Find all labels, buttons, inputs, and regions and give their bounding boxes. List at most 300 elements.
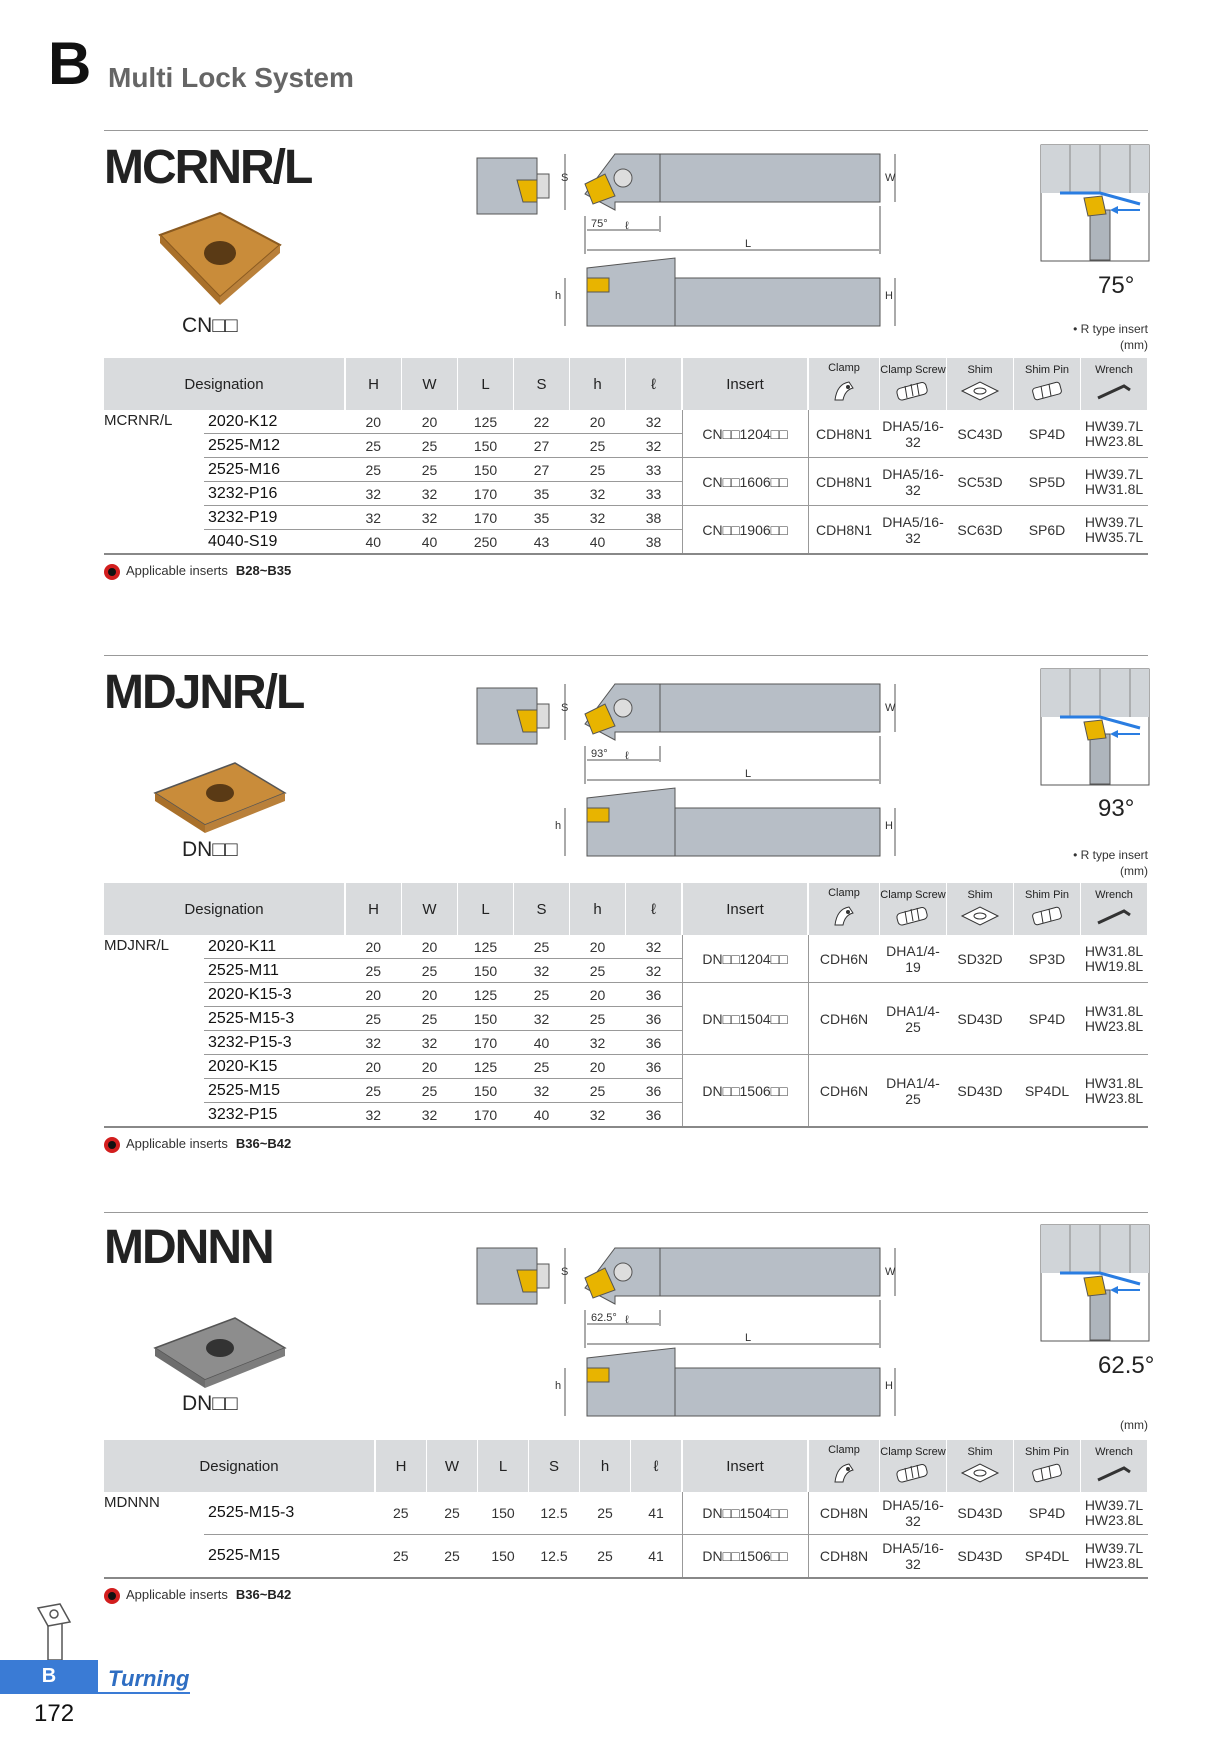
- specification-table: [104, 358, 1148, 555]
- approach-angle: 93°: [1098, 795, 1135, 822]
- part-header-label: Shim Pin: [1024, 889, 1070, 901]
- cutting-angle-label: 75°: [591, 218, 608, 230]
- applicable-inserts[interactable]: [104, 563, 291, 580]
- part-header-label: Shim: [967, 364, 993, 376]
- insert-code: CN□□1204□□: [682, 410, 808, 458]
- dimension-header: L: [458, 358, 514, 410]
- dimension-header: h: [580, 1440, 631, 1492]
- r-type-note: • R type insert: [1073, 848, 1148, 862]
- dim-H-label: H: [885, 290, 893, 302]
- dim-L-label: L: [745, 768, 752, 780]
- dimension-header: ℓ: [626, 883, 683, 935]
- machining-direction-icon: [1040, 1224, 1150, 1347]
- shim-pin-code: SP5D: [1014, 458, 1081, 506]
- insert-shape-code: CN□□: [182, 314, 238, 337]
- dimension-value: 25: [345, 1079, 402, 1103]
- shim-pin-icon: [1014, 905, 1080, 931]
- holder-dimension-drawing: [475, 680, 935, 885]
- clamp-code: CDH6N: [808, 1055, 880, 1128]
- dimension-value: 36: [626, 1103, 683, 1128]
- dimension-value: 32: [514, 1079, 570, 1103]
- dimension-value: 40: [402, 530, 458, 555]
- dimension-header: H: [345, 883, 402, 935]
- shim-pin-code: SP6D: [1014, 506, 1081, 555]
- dimension-value: 150: [478, 1492, 529, 1535]
- dimension-value: 25: [570, 458, 626, 482]
- designation-header: Designation: [104, 358, 345, 410]
- clamp-code: CDH6N: [808, 935, 880, 983]
- header-divider: [104, 130, 1148, 131]
- insert-code: CN□□1606□□: [682, 458, 808, 506]
- dimension-value: 20: [402, 410, 458, 434]
- dimension-value: 27: [514, 458, 570, 482]
- dimension-value: 20: [345, 983, 402, 1007]
- dimension-value: 32: [345, 482, 402, 506]
- shim-code: SD43D: [947, 983, 1014, 1055]
- dimension-value: 32: [570, 1103, 626, 1128]
- page-number: 172: [34, 1700, 75, 1727]
- dimension-value: 25: [345, 458, 402, 482]
- dim-S-label: S: [561, 172, 569, 184]
- wrench-codes: [1081, 410, 1148, 458]
- dimension-value: 25: [427, 1535, 478, 1579]
- wrench-code: HW39.7L: [1084, 417, 1144, 434]
- dimension-value: 32: [402, 506, 458, 530]
- dim-W-label: W: [885, 1266, 896, 1278]
- dimension-value: 150: [458, 1079, 514, 1103]
- insert-header: Insert: [682, 883, 808, 935]
- shim-pin-code: SP4D: [1014, 983, 1081, 1055]
- insert-photo: [150, 205, 290, 310]
- dimension-value: 250: [458, 530, 514, 555]
- approach-angle: 62.5°: [1098, 1352, 1155, 1379]
- part-header: [1014, 358, 1081, 410]
- part-header: [1081, 883, 1148, 935]
- shim-pin-code: SP4D: [1014, 1492, 1081, 1535]
- part-header: [947, 1440, 1014, 1492]
- turning-tool-icon: [30, 1600, 80, 1665]
- dimension-value: 38: [626, 506, 683, 530]
- dimension-value: 25: [580, 1492, 631, 1535]
- wrench-code: HW39.7L: [1084, 1497, 1144, 1513]
- holder-dimension-drawing: [475, 150, 935, 355]
- applicable-inserts-label: Applicable inserts: [126, 1136, 228, 1151]
- dimension-header: L: [478, 1440, 529, 1492]
- applicable-inserts[interactable]: [104, 1136, 291, 1153]
- dimension-value: 25: [580, 1535, 631, 1579]
- wrench-codes: [1081, 1492, 1148, 1535]
- shim-icon: [947, 905, 1013, 931]
- dimension-value: 32: [626, 434, 683, 458]
- designation-header: Designation: [104, 883, 345, 935]
- shim-pin-code: SP4D: [1014, 410, 1081, 458]
- dim-S-label: S: [561, 702, 569, 714]
- part-header-label: Clamp: [828, 1444, 860, 1456]
- dimension-value: 25: [375, 1535, 427, 1579]
- dimension-value: 33: [626, 482, 683, 506]
- dimension-value: 150: [458, 434, 514, 458]
- part-header-label: Clamp: [828, 887, 860, 899]
- dimension-header: ℓ: [626, 358, 683, 410]
- table-header-row: [104, 883, 1148, 935]
- dimension-value: 150: [478, 1535, 529, 1579]
- dimension-value: 20: [402, 1055, 458, 1079]
- machining-direction-icon: [1040, 144, 1150, 267]
- insert-shape-code: DN□□: [182, 1392, 238, 1415]
- wrench-code: HW39.7L: [1084, 465, 1144, 482]
- holder-designation: 3232-P15: [204, 1103, 345, 1128]
- dimension-value: 170: [458, 1103, 514, 1128]
- dimension-value: 36: [626, 1055, 683, 1079]
- insert-code: DN□□1506□□: [682, 1535, 808, 1579]
- part-header-label: Clamp Screw: [880, 889, 946, 901]
- part-header: [1081, 358, 1148, 410]
- table-row: [104, 506, 1148, 530]
- clamp-screw-code: DHA5/16-32: [880, 458, 947, 506]
- dimension-value: 25: [402, 1007, 458, 1031]
- dimension-value: 36: [626, 1007, 683, 1031]
- part-header: [808, 358, 880, 410]
- dimension-value: 40: [514, 1103, 570, 1128]
- clamp-icon: [809, 903, 879, 933]
- wrench-code: HW23.8L: [1084, 1512, 1144, 1528]
- holder-designation: 2525-M15-3: [204, 1007, 345, 1031]
- arrow-link-icon: [104, 1588, 120, 1604]
- wrench-icon: [1081, 1462, 1147, 1488]
- part-header: [808, 883, 880, 935]
- dimension-value: 12.5: [529, 1492, 580, 1535]
- dimension-value: 36: [626, 983, 683, 1007]
- wrench-codes: [1081, 458, 1148, 506]
- dimension-value: 43: [514, 530, 570, 555]
- dimension-value: 20: [345, 935, 402, 959]
- part-header: [947, 358, 1014, 410]
- dimension-value: 20: [570, 983, 626, 1007]
- dim-h-label: h: [555, 1380, 562, 1392]
- dimension-value: 32: [345, 1103, 402, 1128]
- holder-designation: 4040-S19: [204, 530, 345, 555]
- clamp-screw-icon: [880, 1462, 946, 1488]
- part-header-label: Shim: [967, 889, 993, 901]
- part-header: [880, 1440, 947, 1492]
- applicable-inserts-pages: B36~B42: [235, 1136, 292, 1151]
- part-header-label: Shim Pin: [1024, 364, 1070, 376]
- dimension-value: 32: [345, 1031, 402, 1055]
- dimension-value: 38: [626, 530, 683, 555]
- dimension-header: ℓ: [631, 1440, 683, 1492]
- clamp-code: CDH8N: [808, 1535, 880, 1579]
- dimension-value: 25: [402, 1079, 458, 1103]
- part-header-label: Wrench: [1095, 364, 1133, 376]
- part-header: [1014, 883, 1081, 935]
- holder-designation: 2020-K15-3: [204, 983, 345, 1007]
- dimension-value: 25: [514, 1055, 570, 1079]
- dim-h-label: h: [555, 290, 562, 302]
- holder-designation: 2525-M11: [204, 959, 345, 983]
- dimension-value: 170: [458, 506, 514, 530]
- chapter-letter: B: [48, 30, 92, 97]
- shim-pin-icon: [1014, 1462, 1080, 1488]
- shim-code: SD43D: [947, 1535, 1014, 1579]
- section-title: MCRNR/L: [104, 141, 312, 194]
- wrench-codes: [1081, 1055, 1148, 1128]
- dimension-value: 25: [570, 1007, 626, 1031]
- table-row: [104, 1535, 1148, 1579]
- dimension-value: 25: [345, 434, 402, 458]
- wrench-code: HW19.8L: [1084, 957, 1144, 974]
- clamp-code: CDH8N1: [808, 506, 880, 555]
- dim-l-label: ℓ: [625, 220, 629, 232]
- table-header-row: [104, 358, 1148, 410]
- wrench-codes: [1081, 1535, 1148, 1579]
- shim-code: SD32D: [947, 935, 1014, 983]
- dimension-value: 20: [570, 1055, 626, 1079]
- table-row: [104, 983, 1148, 1007]
- dim-h-label: h: [555, 820, 562, 832]
- dimension-value: 32: [570, 1031, 626, 1055]
- shim-code: SD43D: [947, 1055, 1014, 1128]
- wrench-code: HW39.7L: [1084, 513, 1144, 530]
- dimension-value: 25: [514, 983, 570, 1007]
- shim-code: SC53D: [947, 458, 1014, 506]
- clamp-code: CDH6N: [808, 983, 880, 1055]
- dim-H-label: H: [885, 820, 893, 832]
- shim-pin-code: SP4DL: [1014, 1055, 1081, 1128]
- designation-header: Designation: [104, 1440, 375, 1492]
- insert-header: Insert: [682, 358, 808, 410]
- wrench-codes: [1081, 935, 1148, 983]
- applicable-inserts-pages: B28~B35: [235, 563, 292, 578]
- dimension-value: 32: [402, 482, 458, 506]
- dimension-value: 25: [570, 959, 626, 983]
- dim-W-label: W: [885, 172, 896, 184]
- dimension-header: H: [375, 1440, 427, 1492]
- part-header-label: Shim Pin: [1024, 1446, 1070, 1458]
- wrench-code: HW31.8L: [1084, 1002, 1144, 1019]
- dimension-header: S: [514, 358, 570, 410]
- arrow-link-icon: [104, 1137, 120, 1153]
- dimension-value: 36: [626, 1031, 683, 1055]
- clamp-screw-code: DHA1/4-25: [880, 1055, 947, 1128]
- insert-shape-code: DN□□: [182, 838, 238, 861]
- dimension-header: h: [570, 358, 626, 410]
- dimension-value: 20: [402, 983, 458, 1007]
- clamp-screw-code: DHA5/16-32: [880, 1535, 947, 1579]
- shim-pin-code: SP3D: [1014, 935, 1081, 983]
- part-header: [880, 358, 947, 410]
- arrow-link-icon: [104, 564, 120, 580]
- dimension-value: 35: [514, 482, 570, 506]
- wrench-codes: [1081, 506, 1148, 555]
- dimension-value: 125: [458, 410, 514, 434]
- insert-photo: [150, 755, 290, 850]
- holder-designation: 2525-M15-3: [204, 1492, 375, 1535]
- part-header-label: Clamp: [828, 362, 860, 374]
- dim-H-label: H: [885, 1380, 893, 1392]
- clamp-code: CDH8N1: [808, 410, 880, 458]
- dimension-value: 41: [631, 1492, 683, 1535]
- section-divider: [104, 1212, 1148, 1213]
- dimension-value: 150: [458, 959, 514, 983]
- dimension-value: 36: [626, 1079, 683, 1103]
- dimension-value: 25: [402, 434, 458, 458]
- dimension-value: 40: [345, 530, 402, 555]
- table-row: [104, 1492, 1148, 1535]
- dimension-value: 25: [345, 1007, 402, 1031]
- dimension-header: H: [345, 358, 402, 410]
- shim-icon: [947, 380, 1013, 406]
- dimension-value: 20: [345, 1055, 402, 1079]
- part-header-label: Wrench: [1095, 1446, 1133, 1458]
- dimension-value: 33: [626, 458, 683, 482]
- wrench-code: HW23.8L: [1084, 1555, 1144, 1571]
- holder-designation: 2525-M12: [204, 434, 345, 458]
- part-header: [1014, 1440, 1081, 1492]
- dimension-value: 22: [514, 410, 570, 434]
- shim-code: SD43D: [947, 1492, 1014, 1535]
- dimension-value: 25: [402, 959, 458, 983]
- wrench-code: HW35.7L: [1084, 528, 1144, 545]
- dimension-value: 32: [570, 506, 626, 530]
- insert-photo: [150, 1310, 290, 1405]
- holder-family: MCRNR/L: [104, 410, 204, 554]
- insert-code: DN□□1504□□: [682, 983, 808, 1055]
- dimension-value: 32: [626, 935, 683, 959]
- holder-designation: 2525-M15: [204, 1535, 375, 1579]
- insert-code: CN□□1906□□: [682, 506, 808, 555]
- dimension-value: 25: [375, 1492, 427, 1535]
- dimension-value: 150: [458, 1007, 514, 1031]
- holder-dimension-drawing: [475, 1240, 935, 1445]
- part-header: [1081, 1440, 1148, 1492]
- wrench-code: HW23.8L: [1084, 1089, 1144, 1106]
- footer-chapter-tab: B: [0, 1660, 98, 1692]
- holder-designation: 2020-K15: [204, 1055, 345, 1079]
- part-header-label: Clamp Screw: [880, 1446, 946, 1458]
- wrench-code: HW23.8L: [1084, 1017, 1144, 1034]
- holder-family: MDNNN: [104, 1492, 204, 1578]
- clamp-screw-icon: [880, 905, 946, 931]
- clamp-icon: [809, 378, 879, 408]
- part-header: [808, 1440, 880, 1492]
- dimension-header: S: [529, 1440, 580, 1492]
- clamp-icon: [809, 1460, 879, 1490]
- clamp-code: CDH8N: [808, 1492, 880, 1535]
- dimension-value: 35: [514, 506, 570, 530]
- dimension-value: 150: [458, 458, 514, 482]
- cutting-angle-label: 62.5°: [591, 1312, 617, 1324]
- applicable-inserts-label: Applicable inserts: [126, 1587, 228, 1602]
- unit-note: (mm): [1120, 1418, 1148, 1432]
- insert-code: DN□□1204□□: [682, 935, 808, 983]
- dimension-value: 32: [626, 959, 683, 983]
- dimension-value: 125: [458, 1055, 514, 1079]
- dimension-header: L: [458, 883, 514, 935]
- section-divider: [104, 655, 1148, 656]
- r-type-note: • R type insert: [1073, 322, 1148, 336]
- clamp-screw-code: DHA1/4-19: [880, 935, 947, 983]
- clamp-screw-code: DHA1/4-25: [880, 983, 947, 1055]
- dimension-value: 20: [570, 935, 626, 959]
- wrench-code: HW23.8L: [1084, 432, 1144, 449]
- insert-code: DN□□1504□□: [682, 1492, 808, 1535]
- clamp-screw-icon: [880, 380, 946, 406]
- dimension-header: W: [402, 358, 458, 410]
- clamp-screw-code: DHA5/16-32: [880, 506, 947, 555]
- part-header: [947, 883, 1014, 935]
- insert-code: DN□□1506□□: [682, 1055, 808, 1128]
- dimension-value: 20: [402, 935, 458, 959]
- dimension-value: 25: [514, 935, 570, 959]
- shim-icon: [947, 1462, 1013, 1488]
- dim-W-label: W: [885, 702, 896, 714]
- dim-l-label: ℓ: [625, 750, 629, 762]
- chapter-title: Multi Lock System: [108, 62, 354, 93]
- wrench-code: HW39.7L: [1084, 1540, 1144, 1556]
- table-row: [104, 458, 1148, 482]
- footer-bar: [0, 1692, 190, 1694]
- footer-section-name: Turning: [108, 1666, 190, 1691]
- dim-L-label: L: [745, 1332, 752, 1344]
- clamp-screw-code: DHA5/16-32: [880, 1492, 947, 1535]
- shim-code: SC43D: [947, 410, 1014, 458]
- shim-pin-icon: [1014, 380, 1080, 406]
- cutting-angle-label: 93°: [591, 748, 608, 760]
- dim-S-label: S: [561, 1266, 569, 1278]
- dimension-header: W: [427, 1440, 478, 1492]
- dimension-value: 170: [458, 1031, 514, 1055]
- wrench-codes: [1081, 983, 1148, 1055]
- dimension-value: 20: [345, 410, 402, 434]
- holder-family: MDJNR/L: [104, 935, 204, 1127]
- holder-designation: 3232-P19: [204, 506, 345, 530]
- section-title: MDNNN: [104, 1221, 273, 1274]
- machining-direction-icon: [1040, 668, 1150, 791]
- clamp-screw-code: DHA5/16-32: [880, 410, 947, 458]
- part-header-label: Shim: [967, 1446, 993, 1458]
- shim-pin-code: SP4DL: [1014, 1535, 1081, 1579]
- table-row: [104, 410, 1148, 434]
- specification-table: [104, 883, 1148, 1128]
- dimension-header: W: [402, 883, 458, 935]
- part-header-label: Wrench: [1095, 889, 1133, 901]
- dim-L-label: L: [745, 238, 752, 250]
- approach-angle: 75°: [1098, 272, 1135, 299]
- holder-designation: 2525-M16: [204, 458, 345, 482]
- dimension-value: 41: [631, 1535, 683, 1579]
- dimension-value: 32: [402, 1103, 458, 1128]
- applicable-inserts-pages: B36~B42: [235, 1587, 292, 1602]
- dimension-value: 40: [570, 530, 626, 555]
- part-header: [880, 883, 947, 935]
- dimension-value: 40: [514, 1031, 570, 1055]
- dimension-header: h: [570, 883, 626, 935]
- table-header-row: [104, 1440, 1148, 1492]
- dimension-value: 20: [570, 410, 626, 434]
- wrench-code: HW31.8L: [1084, 1074, 1144, 1091]
- holder-designation: 2525-M15: [204, 1079, 345, 1103]
- dimension-value: 25: [570, 1079, 626, 1103]
- holder-designation: 3232-P15-3: [204, 1031, 345, 1055]
- applicable-inserts-label: Applicable inserts: [126, 563, 228, 578]
- dimension-value: 27: [514, 434, 570, 458]
- dimension-value: 125: [458, 983, 514, 1007]
- unit-note: (mm): [1120, 864, 1148, 878]
- dimension-value: 32: [626, 410, 683, 434]
- dimension-value: 25: [570, 434, 626, 458]
- applicable-inserts[interactable]: [104, 1587, 291, 1604]
- shim-code: SC63D: [947, 506, 1014, 555]
